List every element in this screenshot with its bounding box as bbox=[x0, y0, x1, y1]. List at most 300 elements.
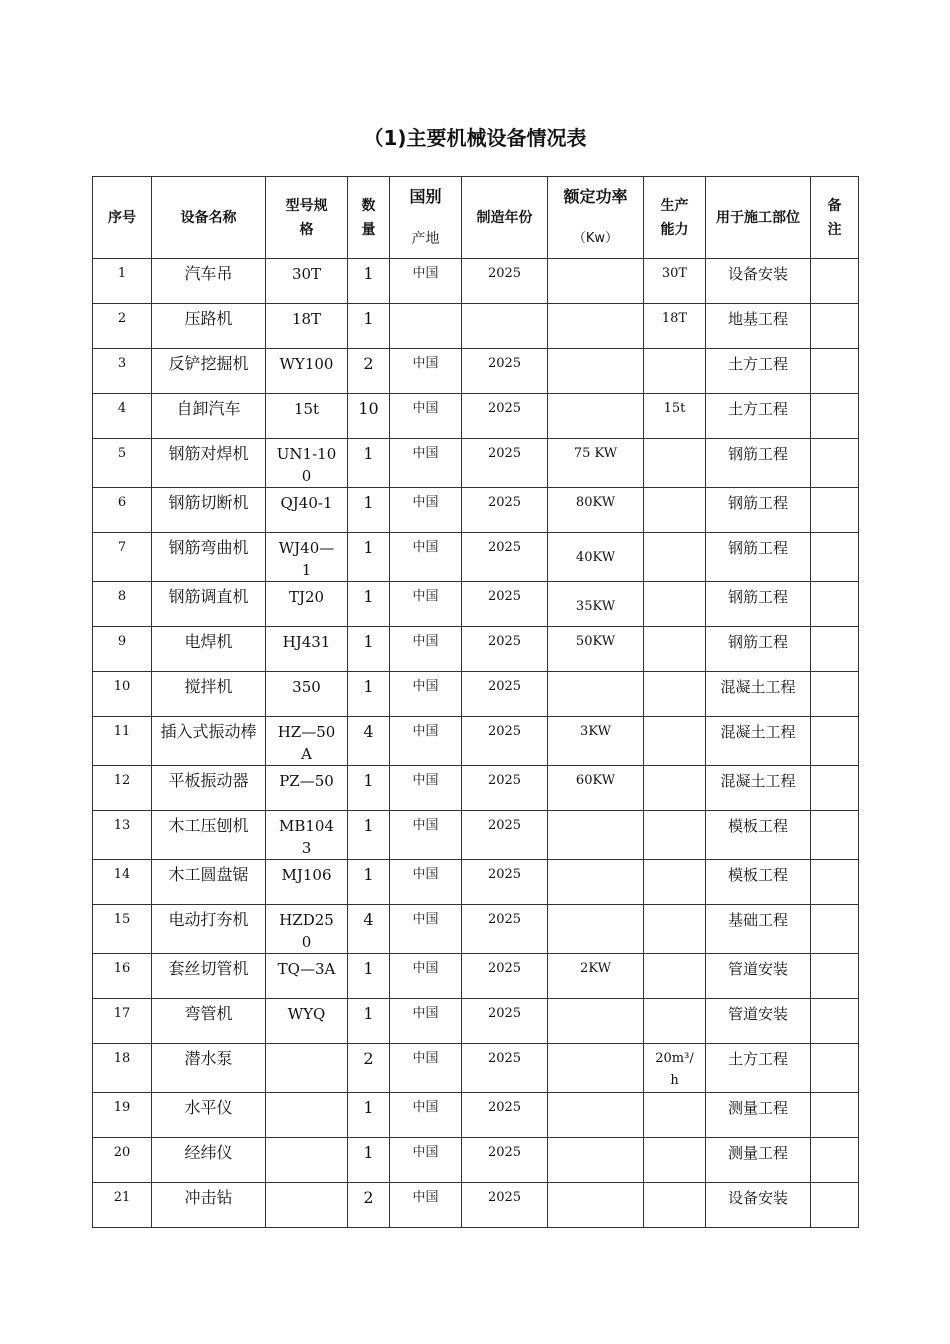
header-origin bbox=[390, 177, 462, 259]
row-capacity-cell bbox=[644, 717, 706, 766]
row-year-cell bbox=[462, 811, 548, 860]
row-quantity: 1 bbox=[363, 493, 374, 512]
row-origin: 中国 bbox=[412, 961, 439, 976]
row-quantity: 1 bbox=[363, 1004, 374, 1023]
row-origin: 中国 bbox=[412, 401, 439, 416]
row-quantity-cell bbox=[348, 533, 390, 582]
row-capacity-cell bbox=[644, 1044, 706, 1093]
row-equipment-name-cell bbox=[152, 488, 266, 533]
row-remark-cell bbox=[811, 582, 859, 627]
row-capacity bbox=[655, 717, 695, 721]
header-row bbox=[93, 177, 859, 259]
row-model-cell bbox=[266, 1183, 348, 1228]
row-year: 2025 bbox=[487, 266, 522, 281]
row-model-cell bbox=[266, 304, 348, 349]
table-row bbox=[93, 672, 859, 717]
row-remark bbox=[811, 860, 858, 864]
row-usage: 混凝土工程 bbox=[720, 678, 796, 696]
table-row bbox=[93, 488, 859, 533]
row-power bbox=[548, 860, 643, 864]
row-origin: 中国 bbox=[412, 867, 439, 882]
row-equipment-name: 水平仪 bbox=[184, 1098, 233, 1117]
row-quantity-cell bbox=[348, 1138, 390, 1183]
row-model bbox=[276, 1183, 338, 1187]
row-usage-cell bbox=[706, 717, 811, 766]
row-equipment-name-cell bbox=[152, 999, 266, 1044]
row-remark bbox=[811, 1093, 858, 1097]
page-title: （1)主要机械设备情况表 bbox=[363, 126, 587, 150]
row-quantity: 4 bbox=[363, 910, 374, 929]
row-year-cell bbox=[462, 627, 548, 672]
row-seq-cell bbox=[93, 349, 152, 394]
header-capacity bbox=[644, 177, 706, 259]
table-body bbox=[93, 259, 859, 1228]
row-equipment-name: 冲击钻 bbox=[184, 1188, 233, 1207]
row-power bbox=[548, 672, 643, 676]
row-origin: 中国 bbox=[412, 773, 439, 788]
row-model-cell bbox=[266, 259, 348, 304]
row-origin-cell bbox=[390, 304, 462, 349]
row-origin-cell bbox=[390, 1183, 462, 1228]
row-remark-cell bbox=[811, 627, 859, 672]
row-year: 2025 bbox=[487, 1006, 522, 1021]
row-seq: 7 bbox=[117, 540, 127, 555]
row-year-cell bbox=[462, 999, 548, 1044]
row-capacity-cell bbox=[644, 860, 706, 905]
row-usage-cell bbox=[706, 1183, 811, 1228]
row-origin-cell bbox=[390, 1138, 462, 1183]
row-quantity: 4 bbox=[363, 722, 374, 741]
row-year: 2025 bbox=[487, 446, 522, 461]
header-remark-text: 备注 bbox=[827, 197, 842, 238]
row-usage-cell bbox=[706, 1138, 811, 1183]
row-model-cell bbox=[266, 627, 348, 672]
row-seq-cell bbox=[93, 766, 152, 811]
row-equipment-name: 弯管机 bbox=[184, 1004, 233, 1023]
row-origin-cell bbox=[390, 533, 462, 582]
header-usage: 用于施工部位 bbox=[706, 177, 811, 259]
row-capacity-cell bbox=[644, 999, 706, 1044]
row-equipment-name: 木工圆盘锯 bbox=[168, 865, 249, 884]
row-usage-cell bbox=[706, 533, 811, 582]
row-year-cell bbox=[462, 1183, 548, 1228]
row-origin: 中国 bbox=[412, 1190, 439, 1205]
row-model-cell bbox=[266, 1044, 348, 1093]
row-remark bbox=[811, 1138, 858, 1142]
row-equipment-name: 经纬仪 bbox=[184, 1143, 233, 1162]
row-capacity: 18T bbox=[661, 311, 688, 326]
row-power bbox=[548, 999, 643, 1003]
row-equipment-name-cell bbox=[152, 533, 266, 582]
table-row bbox=[93, 394, 859, 439]
row-power: 2KW bbox=[580, 961, 611, 976]
table-row bbox=[93, 1093, 859, 1138]
row-usage-cell bbox=[706, 999, 811, 1044]
row-quantity-cell bbox=[348, 954, 390, 999]
row-quantity-cell bbox=[348, 717, 390, 766]
row-model bbox=[276, 1044, 338, 1048]
row-origin-cell bbox=[390, 259, 462, 304]
row-remark-cell bbox=[811, 717, 859, 766]
row-seq-cell bbox=[93, 811, 152, 860]
row-seq: 21 bbox=[113, 1190, 131, 1205]
row-usage: 混凝土工程 bbox=[720, 723, 796, 741]
row-year: 2025 bbox=[487, 495, 522, 510]
row-quantity: 1 bbox=[363, 1098, 374, 1117]
row-usage: 设备安装 bbox=[727, 265, 788, 283]
row-usage-cell bbox=[706, 672, 811, 717]
row-capacity-cell bbox=[644, 259, 706, 304]
row-year-cell bbox=[462, 954, 548, 999]
header-name: 设备名称 bbox=[152, 177, 266, 259]
row-quantity-cell bbox=[348, 349, 390, 394]
row-remark bbox=[811, 349, 858, 353]
row-equipment-name-cell bbox=[152, 259, 266, 304]
row-quantity: 1 bbox=[363, 1143, 374, 1162]
row-quantity: 1 bbox=[363, 959, 374, 978]
row-seq-cell bbox=[93, 488, 152, 533]
row-capacity bbox=[655, 860, 695, 864]
row-origin: 中国 bbox=[412, 724, 439, 739]
row-model: QJ40-1 bbox=[280, 494, 333, 512]
row-year: 2025 bbox=[487, 1145, 522, 1160]
row-equipment-name-cell bbox=[152, 1044, 266, 1093]
row-model bbox=[276, 1093, 338, 1097]
row-model-cell bbox=[266, 954, 348, 999]
row-origin-cell bbox=[390, 954, 462, 999]
row-remark-cell bbox=[811, 439, 859, 488]
row-usage-cell bbox=[706, 954, 811, 999]
row-model-cell bbox=[266, 1093, 348, 1138]
row-equipment-name: 潜水泵 bbox=[184, 1049, 233, 1068]
row-seq: 15 bbox=[113, 912, 131, 927]
row-capacity bbox=[655, 439, 695, 443]
row-usage-cell bbox=[706, 488, 811, 533]
row-quantity: 1 bbox=[363, 309, 374, 328]
row-equipment-name: 插入式振动棒 bbox=[160, 722, 257, 741]
row-capacity: 20m³/h bbox=[655, 1051, 694, 1088]
row-power bbox=[548, 394, 643, 398]
row-seq-cell bbox=[93, 905, 152, 954]
row-equipment-name: 钢筋弯曲机 bbox=[168, 538, 249, 557]
row-seq-cell bbox=[93, 1183, 152, 1228]
row-equipment-name-cell bbox=[152, 394, 266, 439]
row-power bbox=[548, 1183, 643, 1187]
row-capacity: 30T bbox=[661, 266, 688, 281]
row-usage-cell bbox=[706, 582, 811, 627]
row-model: WY100 bbox=[279, 355, 334, 373]
row-capacity-cell bbox=[644, 766, 706, 811]
table-row bbox=[93, 999, 859, 1044]
row-capacity bbox=[655, 999, 695, 1003]
row-model: MJ106 bbox=[281, 866, 332, 884]
row-power-cell bbox=[548, 999, 644, 1044]
row-usage-cell bbox=[706, 349, 811, 394]
row-power: 60KW bbox=[575, 773, 616, 788]
row-usage: 模板工程 bbox=[727, 817, 788, 835]
row-capacity-cell bbox=[644, 533, 706, 582]
row-year-cell bbox=[462, 717, 548, 766]
row-remark-cell bbox=[811, 1138, 859, 1183]
table-row bbox=[93, 905, 859, 954]
row-model-cell bbox=[266, 1138, 348, 1183]
row-origin-cell bbox=[390, 349, 462, 394]
row-usage-cell bbox=[706, 394, 811, 439]
row-usage-cell bbox=[706, 439, 811, 488]
header-power-bottom: （Kw） bbox=[572, 230, 619, 246]
row-power bbox=[548, 259, 643, 263]
row-seq-cell bbox=[93, 999, 152, 1044]
row-origin-cell bbox=[390, 811, 462, 860]
row-usage: 土方工程 bbox=[727, 400, 788, 418]
row-model: TQ—3A bbox=[277, 960, 336, 978]
row-seq-cell bbox=[93, 582, 152, 627]
row-model-cell bbox=[266, 533, 348, 582]
table-row bbox=[93, 439, 859, 488]
row-year-cell bbox=[462, 349, 548, 394]
row-power bbox=[548, 1093, 643, 1097]
row-origin: 中国 bbox=[412, 634, 439, 649]
row-remark-cell bbox=[811, 259, 859, 304]
row-origin-cell bbox=[390, 860, 462, 905]
row-quantity: 1 bbox=[363, 632, 374, 651]
row-usage: 土方工程 bbox=[727, 1050, 788, 1068]
equipment-table bbox=[92, 176, 859, 1228]
row-year-cell bbox=[462, 905, 548, 954]
row-power-cell bbox=[548, 439, 644, 488]
row-quantity-cell bbox=[348, 672, 390, 717]
row-capacity-cell bbox=[644, 1183, 706, 1228]
row-capacity-cell bbox=[644, 304, 706, 349]
row-seq: 18 bbox=[113, 1051, 131, 1066]
row-remark-cell bbox=[811, 1044, 859, 1093]
row-origin: 中国 bbox=[412, 1100, 439, 1115]
row-year-cell bbox=[462, 582, 548, 627]
row-year: 2025 bbox=[487, 679, 522, 694]
row-origin: 中国 bbox=[412, 446, 439, 461]
row-quantity: 2 bbox=[363, 1188, 374, 1207]
table-row bbox=[93, 1044, 859, 1093]
row-origin: 中国 bbox=[412, 495, 439, 510]
row-equipment-name-cell bbox=[152, 811, 266, 860]
row-origin-cell bbox=[390, 717, 462, 766]
row-remark-cell bbox=[811, 304, 859, 349]
row-capacity bbox=[655, 533, 695, 537]
row-equipment-name: 电动打夯机 bbox=[168, 910, 249, 929]
row-power: 35KW bbox=[575, 599, 616, 614]
row-remark bbox=[811, 627, 858, 631]
row-origin: 中国 bbox=[412, 1051, 439, 1066]
header-origin-top: 国别 bbox=[409, 186, 442, 206]
row-capacity-cell bbox=[644, 1138, 706, 1183]
row-capacity bbox=[655, 349, 695, 353]
row-power-cell bbox=[548, 1044, 644, 1093]
row-usage-cell bbox=[706, 304, 811, 349]
row-model: 350 bbox=[292, 678, 321, 696]
row-origin: 中国 bbox=[412, 356, 439, 371]
row-seq-cell bbox=[93, 439, 152, 488]
row-equipment-name: 套丝切管机 bbox=[168, 959, 249, 978]
row-seq: 5 bbox=[117, 446, 127, 461]
row-remark-cell bbox=[811, 672, 859, 717]
row-quantity: 1 bbox=[363, 444, 374, 463]
row-year-cell bbox=[462, 394, 548, 439]
row-equipment-name-cell bbox=[152, 766, 266, 811]
table-row bbox=[93, 349, 859, 394]
row-capacity bbox=[655, 811, 695, 815]
row-seq-cell bbox=[93, 860, 152, 905]
row-model-cell bbox=[266, 582, 348, 627]
row-capacity-cell bbox=[644, 439, 706, 488]
row-model-cell bbox=[266, 672, 348, 717]
header-model bbox=[266, 177, 348, 259]
row-model: 30T bbox=[291, 265, 322, 283]
row-origin-cell bbox=[390, 582, 462, 627]
row-usage: 设备安装 bbox=[727, 1189, 788, 1207]
row-year: 2025 bbox=[487, 818, 522, 833]
row-origin-cell bbox=[390, 439, 462, 488]
row-usage-cell bbox=[706, 1093, 811, 1138]
row-origin-cell bbox=[390, 627, 462, 672]
row-year: 2025 bbox=[487, 356, 522, 371]
row-power-cell bbox=[548, 349, 644, 394]
row-quantity-cell bbox=[348, 1183, 390, 1228]
row-equipment-name-cell bbox=[152, 304, 266, 349]
row-seq-cell bbox=[93, 954, 152, 999]
row-capacity-cell bbox=[644, 582, 706, 627]
header-origin-bottom: 产地 bbox=[411, 230, 440, 247]
row-origin-cell bbox=[390, 1044, 462, 1093]
row-seq: 4 bbox=[117, 401, 127, 416]
row-seq: 16 bbox=[113, 961, 131, 976]
table-row bbox=[93, 627, 859, 672]
row-quantity: 2 bbox=[363, 354, 374, 373]
row-equipment-name: 平板振动器 bbox=[168, 771, 249, 790]
row-year: 2025 bbox=[487, 773, 522, 788]
row-model: PZ—50 bbox=[279, 772, 334, 790]
row-power: 3KW bbox=[580, 724, 611, 739]
row-usage: 混凝土工程 bbox=[720, 772, 796, 790]
row-model-cell bbox=[266, 439, 348, 488]
row-origin-cell bbox=[390, 905, 462, 954]
row-capacity: 15t bbox=[663, 401, 686, 416]
row-power bbox=[548, 349, 643, 353]
row-quantity-cell bbox=[348, 394, 390, 439]
row-capacity-cell bbox=[644, 349, 706, 394]
row-power bbox=[548, 905, 643, 909]
row-equipment-name-cell bbox=[152, 439, 266, 488]
row-power-cell bbox=[548, 1138, 644, 1183]
table-row bbox=[93, 304, 859, 349]
row-origin-cell bbox=[390, 672, 462, 717]
row-quantity: 1 bbox=[363, 587, 374, 606]
row-power: 80KW bbox=[575, 495, 616, 510]
row-equipment-name-cell bbox=[152, 1183, 266, 1228]
row-usage: 钢筋工程 bbox=[727, 633, 788, 651]
row-equipment-name-cell bbox=[152, 672, 266, 717]
row-model-cell bbox=[266, 394, 348, 439]
row-seq-cell bbox=[93, 304, 152, 349]
row-usage: 测量工程 bbox=[727, 1144, 788, 1162]
row-equipment-name: 钢筋切断机 bbox=[168, 493, 249, 512]
row-remark-cell bbox=[811, 533, 859, 582]
row-power-cell bbox=[548, 488, 644, 533]
row-quantity: 1 bbox=[363, 538, 374, 557]
header-capacity-text: 生产能力 bbox=[660, 197, 689, 238]
row-capacity bbox=[655, 672, 695, 676]
row-power-cell bbox=[548, 582, 644, 627]
table-row bbox=[93, 717, 859, 766]
row-capacity-cell bbox=[644, 1093, 706, 1138]
row-remark bbox=[811, 811, 858, 815]
row-quantity-cell bbox=[348, 627, 390, 672]
row-power-cell bbox=[548, 627, 644, 672]
row-power: 75 KW bbox=[573, 446, 618, 461]
header-qty-text: 数量 bbox=[361, 197, 376, 238]
row-origin: 中国 bbox=[412, 266, 439, 281]
row-usage: 钢筋工程 bbox=[727, 588, 788, 606]
header-power bbox=[548, 177, 644, 259]
row-model-cell bbox=[266, 905, 348, 954]
row-model: HZD250 bbox=[279, 911, 334, 951]
row-usage: 钢筋工程 bbox=[727, 445, 788, 463]
row-power bbox=[548, 304, 643, 308]
row-year: 2025 bbox=[487, 867, 522, 882]
header-power-top: 额定功率 bbox=[563, 186, 628, 206]
row-equipment-name: 汽车吊 bbox=[184, 264, 233, 283]
row-equipment-name: 钢筋调直机 bbox=[168, 587, 249, 606]
row-quantity: 2 bbox=[363, 1049, 374, 1068]
row-seq: 8 bbox=[117, 589, 127, 604]
row-model: UN1-100 bbox=[276, 445, 337, 485]
row-origin-cell bbox=[390, 766, 462, 811]
row-power-cell bbox=[548, 1093, 644, 1138]
row-seq-cell bbox=[93, 394, 152, 439]
row-remark-cell bbox=[811, 349, 859, 394]
row-capacity-cell bbox=[644, 811, 706, 860]
row-usage-cell bbox=[706, 811, 811, 860]
row-equipment-name: 压路机 bbox=[184, 309, 233, 328]
row-capacity-cell bbox=[644, 627, 706, 672]
row-year-cell bbox=[462, 672, 548, 717]
row-remark-cell bbox=[811, 394, 859, 439]
row-year-cell bbox=[462, 860, 548, 905]
row-capacity-cell bbox=[644, 394, 706, 439]
row-quantity-cell bbox=[348, 1044, 390, 1093]
row-year: 2025 bbox=[487, 634, 522, 649]
row-year: 2025 bbox=[487, 589, 522, 604]
row-seq-cell bbox=[93, 1093, 152, 1138]
row-equipment-name-cell bbox=[152, 954, 266, 999]
row-quantity-cell bbox=[348, 1093, 390, 1138]
row-seq-cell bbox=[93, 717, 152, 766]
row-seq-cell bbox=[93, 627, 152, 672]
row-origin-cell bbox=[390, 488, 462, 533]
row-year-cell bbox=[462, 304, 548, 349]
header-seq: 序号 bbox=[93, 177, 152, 259]
table-row bbox=[93, 533, 859, 582]
row-equipment-name: 自卸汽车 bbox=[176, 399, 241, 418]
row-equipment-name: 钢筋对焊机 bbox=[168, 444, 249, 463]
table-row bbox=[93, 954, 859, 999]
row-equipment-name-cell bbox=[152, 1138, 266, 1183]
row-equipment-name-cell bbox=[152, 717, 266, 766]
row-quantity-cell bbox=[348, 259, 390, 304]
row-seq: 13 bbox=[113, 818, 131, 833]
row-equipment-name-cell bbox=[152, 1093, 266, 1138]
row-remark bbox=[811, 717, 858, 721]
row-capacity bbox=[655, 582, 695, 586]
